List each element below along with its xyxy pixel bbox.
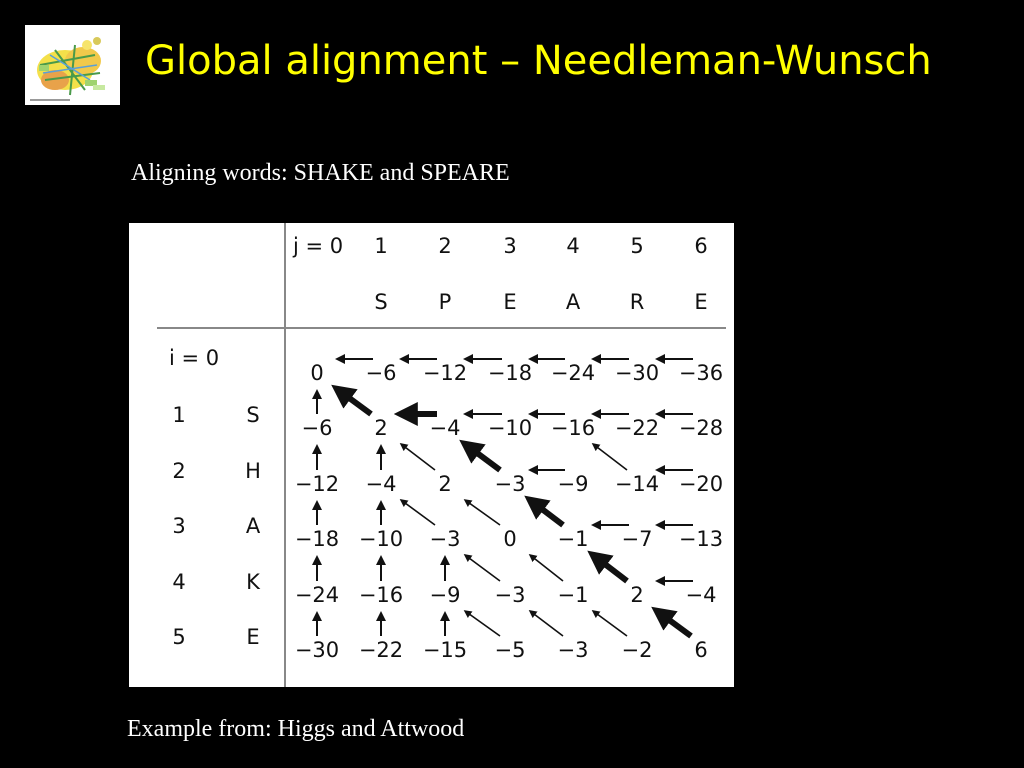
row-letter: K — [246, 570, 260, 594]
score-cell: −12 — [294, 472, 340, 496]
diagonal-arrow — [401, 500, 435, 525]
score-cell: −2 — [621, 638, 653, 662]
score-cell: −3 — [494, 472, 526, 496]
row-index: 2 — [172, 459, 186, 483]
score-cell: 6 — [694, 638, 708, 662]
score-cell: −22 — [614, 416, 660, 440]
diagonal-arrow — [530, 611, 563, 636]
diagonal-arrow — [465, 555, 500, 581]
score-cell: −13 — [678, 527, 724, 551]
column-index: 6 — [694, 234, 708, 258]
column-index: 3 — [503, 234, 517, 258]
score-cell: −18 — [294, 527, 340, 551]
score-cell: −4 — [429, 416, 461, 440]
diagonal-arrow — [593, 444, 627, 470]
j-header: j = 0 — [293, 234, 344, 258]
diagonal-arrow — [530, 555, 563, 581]
diagonal-arrow — [465, 611, 500, 636]
score-cell: −7 — [621, 527, 653, 551]
score-cell: −20 — [678, 472, 724, 496]
row-index: 1 — [172, 403, 186, 427]
score-cell: −4 — [685, 583, 717, 607]
column-index: 1 — [374, 234, 388, 258]
column-letter: E — [694, 290, 708, 314]
score-cell: −15 — [422, 638, 468, 662]
column-letter: E — [503, 290, 517, 314]
column-letter: A — [565, 290, 581, 314]
score-cell: −24 — [294, 583, 340, 607]
traceback-diagonal-arrow — [337, 389, 371, 414]
score-cell: −16 — [358, 583, 404, 607]
slide-title: Global alignment – Needleman-Wunsch — [145, 38, 932, 84]
score-cell: 2 — [630, 583, 644, 607]
score-cell: −14 — [614, 472, 660, 496]
traceback-diagonal-arrow — [593, 555, 627, 581]
column-letter: P — [438, 290, 452, 314]
logo-image — [25, 25, 120, 105]
score-cell: −1 — [557, 527, 589, 551]
row-letter: A — [245, 514, 261, 538]
score-cell: −1 — [557, 583, 589, 607]
score-cell: −22 — [358, 638, 404, 662]
score-cell: 0 — [503, 527, 517, 551]
row-letter: E — [246, 625, 260, 649]
score-cell: −9 — [557, 472, 589, 496]
score-cell: −30 — [294, 638, 340, 662]
score-cell: −10 — [358, 527, 404, 551]
row-index: 4 — [172, 570, 186, 594]
score-cell: −4 — [365, 472, 397, 496]
score-cell: 0 — [310, 361, 324, 385]
score-cell: −12 — [422, 361, 468, 385]
slide-footer: Example from: Higgs and Attwood — [127, 716, 465, 742]
score-cell: 2 — [374, 416, 388, 440]
row-letter: S — [246, 403, 260, 427]
score-cell: −3 — [429, 527, 461, 551]
column-index: 2 — [438, 234, 452, 258]
traceback-diagonal-arrow — [657, 611, 691, 636]
traceback-diagonal-arrow — [530, 500, 563, 525]
column-index: 5 — [630, 234, 644, 258]
score-cell: −6 — [365, 361, 397, 385]
column-index: 4 — [566, 234, 580, 258]
column-letter: R — [629, 290, 645, 314]
i-header: i = 0 — [169, 346, 220, 370]
score-cell: −5 — [494, 638, 526, 662]
score-cell: −6 — [301, 416, 333, 440]
alignment-matrix — [129, 223, 734, 687]
score-cell: −28 — [678, 416, 724, 440]
score-cell: −16 — [550, 416, 596, 440]
score-cell: −3 — [557, 638, 589, 662]
row-index: 3 — [172, 514, 186, 538]
row-letter: H — [245, 459, 261, 483]
column-headers — [374, 234, 707, 314]
score-cell: −3 — [494, 583, 526, 607]
score-cell: −36 — [678, 361, 724, 385]
score-cell: −30 — [614, 361, 660, 385]
diagonal-arrow — [401, 444, 435, 470]
metabolic-pathway-map-icon — [25, 25, 120, 105]
row-headers — [172, 403, 261, 649]
score-cell: −10 — [487, 416, 533, 440]
row-index: 5 — [172, 625, 186, 649]
column-letter: S — [374, 290, 388, 314]
slide-subtitle: Aligning words: SHAKE and SPEARE — [131, 160, 510, 186]
score-cell: −24 — [550, 361, 596, 385]
score-cell: −9 — [429, 583, 461, 607]
alignment-matrix-svg — [129, 223, 734, 687]
diagonal-arrow — [593, 611, 627, 636]
score-cell: 2 — [438, 472, 452, 496]
traceback-diagonal-arrow — [465, 444, 500, 470]
score-cell: −18 — [487, 361, 533, 385]
diagonal-arrow — [465, 500, 500, 525]
